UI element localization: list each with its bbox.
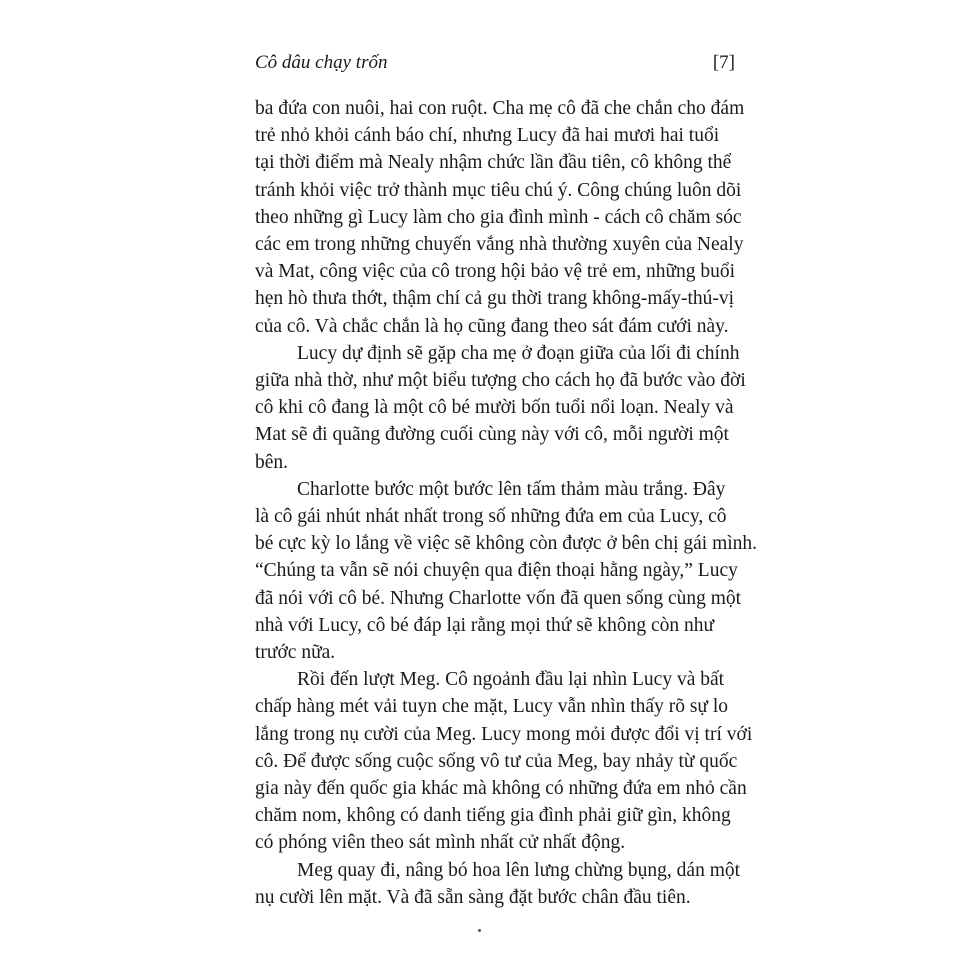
body-text — [255, 95, 758, 911]
text-line: chăm nom, không có danh tiếng gia đình phải giữ gìn, không — [255, 805, 731, 827]
text-line: nụ cười lên mặt. Và đã sẵn sàng đặt bước chân đầu tiên. — [255, 886, 691, 908]
print-speck — [478, 929, 481, 932]
text-line: theo những gì Lucy làm cho gia đình mình - cách cô chăm sóc — [255, 206, 742, 228]
text-line: trẻ nhỏ khỏi cánh báo chí, nhưng Lucy đã hai mươi hai tuổi — [255, 125, 720, 147]
text-line: bé cực kỳ lo lắng về việc sẽ không còn được ở bên chị gái mình. — [255, 533, 758, 555]
text-line: các em trong những chuyến vắng nhà thường xuyên của Nealy — [255, 234, 744, 256]
text-line: chấp hàng mét vải tuyn che mặt, Lucy vẫn nhìn thấy rõ sự lo — [255, 696, 729, 718]
text-line: có phóng viên theo sát mình nhất cử nhất động. — [255, 832, 626, 854]
text-line: cô khi cô đang là một cô bé mười bốn tuổi nổi loạn. Nealy và — [255, 397, 734, 419]
running-header — [255, 48, 735, 78]
paragraph-first-line: Rồi đến lượt Meg. Cô ngoảnh đầu lại nhìn Lucy và bất — [297, 669, 725, 691]
text-line: tại thời điểm mà Nealy nhậm chức lần đầu tiên, cô không thể — [255, 152, 732, 174]
text-line: của cô. Và chắc chắn là họ cũng đang theo sát đám cưới này. — [255, 315, 729, 337]
book-title: Cô dâu chạy trốn — [255, 52, 388, 73]
text-line: ba đứa con nuôi, hai con ruột. Cha mẹ cô đã che chắn cho đám — [255, 98, 745, 119]
text-line: Mat sẽ đi quãng đường cuối cùng này với cô, mỗi người một — [255, 424, 729, 446]
text-line: bên. — [255, 451, 289, 473]
page-number: [7] — [712, 52, 735, 73]
text-line: tránh khỏi việc trở thành mục tiêu chú ý. Công chúng luôn dõi — [255, 179, 742, 201]
text-line: là cô gái nhút nhát nhất trong số những đứa em của Lucy, cô — [255, 506, 727, 528]
text-line: “Chúng ta vẫn sẽ nói chuyện qua điện thoại hằng ngày,” Lucy — [255, 560, 738, 582]
text-line: cô. Để được sống cuộc sống vô tư của Meg, bay nhảy từ quốc — [255, 750, 738, 772]
text-line: gia này đến quốc gia khác mà không có những đứa em nhỏ cần — [255, 778, 747, 800]
text-line: giữa nhà thờ, như một biểu tượng cho cách họ đã bước vào đời — [255, 370, 746, 392]
text-line: trước nữa. — [255, 642, 336, 664]
text-line: lắng trong nụ cười của Meg. Lucy mong mỏi được đổi vị trí với — [255, 723, 753, 745]
paragraph-first-line: Lucy dự định sẽ gặp cha mẹ ở đoạn giữa của lối đi chính — [297, 342, 740, 364]
text-line: và Mat, công việc của cô trong hội bảo vệ trẻ em, những buổi — [255, 261, 736, 283]
text-line: nhà với Lucy, cô bé đáp lại rằng mọi thứ sẽ không còn như — [255, 614, 715, 636]
text-line: đã nói với cô bé. Nhưng Charlotte vốn đã quen sống cùng một — [255, 587, 742, 609]
paragraph-first-line: Charlotte bước một bước lên tấm thảm màu trắng. Đây — [297, 478, 726, 500]
text-line: hẹn hò thưa thớt, thậm chí cả gu thời trang không-mấy-thú-vị — [255, 288, 735, 310]
paragraph-first-line: Meg quay đi, nâng bó hoa lên lưng chừng bụng, dán một — [297, 859, 741, 881]
